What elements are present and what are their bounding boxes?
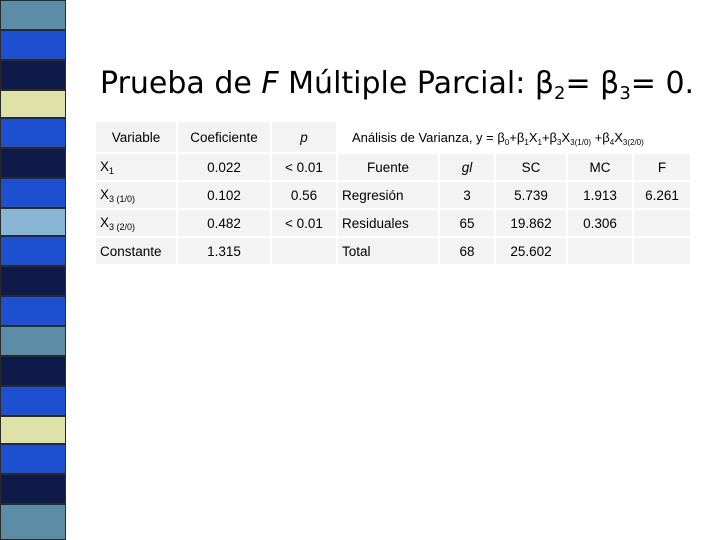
anova-title-subscript: 1: [524, 138, 529, 147]
mc-cell: 0.306: [568, 210, 632, 236]
fuente-cell: Total: [338, 238, 438, 264]
f-cell: [634, 210, 690, 236]
header-p: p: [272, 122, 336, 152]
table-row: [96, 210, 336, 236]
header-mc: MC: [568, 154, 632, 180]
variable-cell: [96, 182, 176, 208]
anova-title-subscript: 3: [557, 138, 562, 147]
fuente-cell: Regresión: [338, 182, 438, 208]
stripe-block: [0, 90, 66, 118]
variable-cell: [96, 210, 176, 236]
variable-cell: [96, 154, 176, 180]
stripe-block: [0, 266, 66, 296]
title-subscript: 3: [619, 83, 631, 104]
table-row: [96, 182, 336, 208]
gl-cell: 65: [440, 210, 494, 236]
stripe-block: [0, 60, 66, 90]
stripe-block: [0, 30, 66, 60]
header-coeficiente: Coeficiente: [178, 122, 270, 152]
anova-title-text: +β: [591, 130, 610, 145]
anova-title-subscript: 1: [537, 138, 542, 147]
variable-name: X: [100, 158, 110, 174]
title-italic-f: F: [261, 66, 279, 101]
fuente-cell: Residuales: [338, 210, 438, 236]
anova-title-subscript: 3(1/0): [570, 138, 592, 147]
f-cell: [634, 238, 690, 264]
anova-title-subscript: 0: [504, 138, 510, 147]
stripe-block: [0, 444, 66, 474]
mc-cell: 1.913: [568, 182, 632, 208]
table-row: [338, 210, 690, 236]
decorative-stripe: [0, 0, 66, 540]
anova-title: [352, 130, 644, 147]
stripe-block: [0, 386, 66, 416]
title-subscript: 2: [554, 83, 566, 104]
p-cell: 0.56: [272, 182, 336, 208]
sc-cell: 19.862: [496, 210, 566, 236]
stripe-block: [0, 148, 66, 178]
variable-subscript: 3 (2/0): [109, 221, 136, 232]
anova-title-text: Análisis de Varianza, y = β: [352, 130, 505, 145]
anova-title-text: +β: [509, 130, 525, 145]
mc-cell: [568, 238, 632, 264]
anova-title-text: X: [528, 130, 538, 145]
p-cell: < 0.01: [272, 154, 336, 180]
stripe-block: [0, 504, 66, 540]
variable-name: X: [100, 214, 110, 230]
table-header-row: [338, 154, 690, 180]
header-fuente: Fuente: [338, 154, 438, 180]
p-cell: < 0.01: [272, 210, 336, 236]
p-cell: [272, 238, 336, 264]
stripe-block: [0, 416, 66, 444]
table-header-row: [96, 122, 336, 152]
coef-cell: 0.102: [178, 182, 270, 208]
stripe-block: [0, 474, 66, 504]
variable-subscript: 3 (1/0): [109, 193, 136, 204]
anova-title-text: X: [614, 130, 623, 145]
stripe-block: [0, 118, 66, 148]
title-prefix: Prueba de: [100, 66, 262, 101]
coef-cell: 0.022: [178, 154, 270, 180]
title-mid: Múltiple Parcial: β: [278, 66, 555, 101]
sc-cell: 25.602: [496, 238, 566, 264]
anova-table: [336, 152, 692, 266]
variable-name: X: [100, 186, 110, 202]
stripe-block: [0, 236, 66, 266]
coef-cell: 0.482: [178, 210, 270, 236]
gl-cell: 3: [440, 182, 494, 208]
header-sc: SC: [496, 154, 566, 180]
table-row: [338, 238, 690, 264]
stripe-block: [0, 356, 66, 386]
table-row: [96, 154, 336, 180]
stripe-block: [0, 326, 66, 356]
stripe-block: [0, 0, 66, 30]
header-f: F: [634, 154, 690, 180]
title-mid2: = β: [565, 66, 620, 101]
stripe-block: [0, 178, 66, 208]
coef-cell: 1.315: [178, 238, 270, 264]
table-row: [338, 182, 690, 208]
table-row: [96, 238, 336, 264]
anova-title-subscript: 4: [609, 138, 615, 147]
slide-title: [100, 66, 694, 104]
f-cell: 6.261: [634, 182, 690, 208]
header-gl: gl: [440, 154, 494, 180]
variable-subscript: 1: [109, 165, 115, 176]
gl-cell: 68: [440, 238, 494, 264]
header-variable: Variable: [96, 122, 176, 152]
title-suffix: = 0.: [630, 66, 695, 101]
anova-title-text: X: [561, 130, 571, 145]
stripe-block: [0, 296, 66, 326]
anova-title-subscript: 3(2/0): [622, 138, 644, 147]
stripe-block: [0, 208, 66, 236]
anova-title-text: +β: [541, 130, 558, 145]
variable-name: Constante: [100, 243, 162, 259]
variable-cell: [96, 238, 176, 264]
sc-cell: 5.739: [496, 182, 566, 208]
coefficient-table: [94, 120, 338, 266]
